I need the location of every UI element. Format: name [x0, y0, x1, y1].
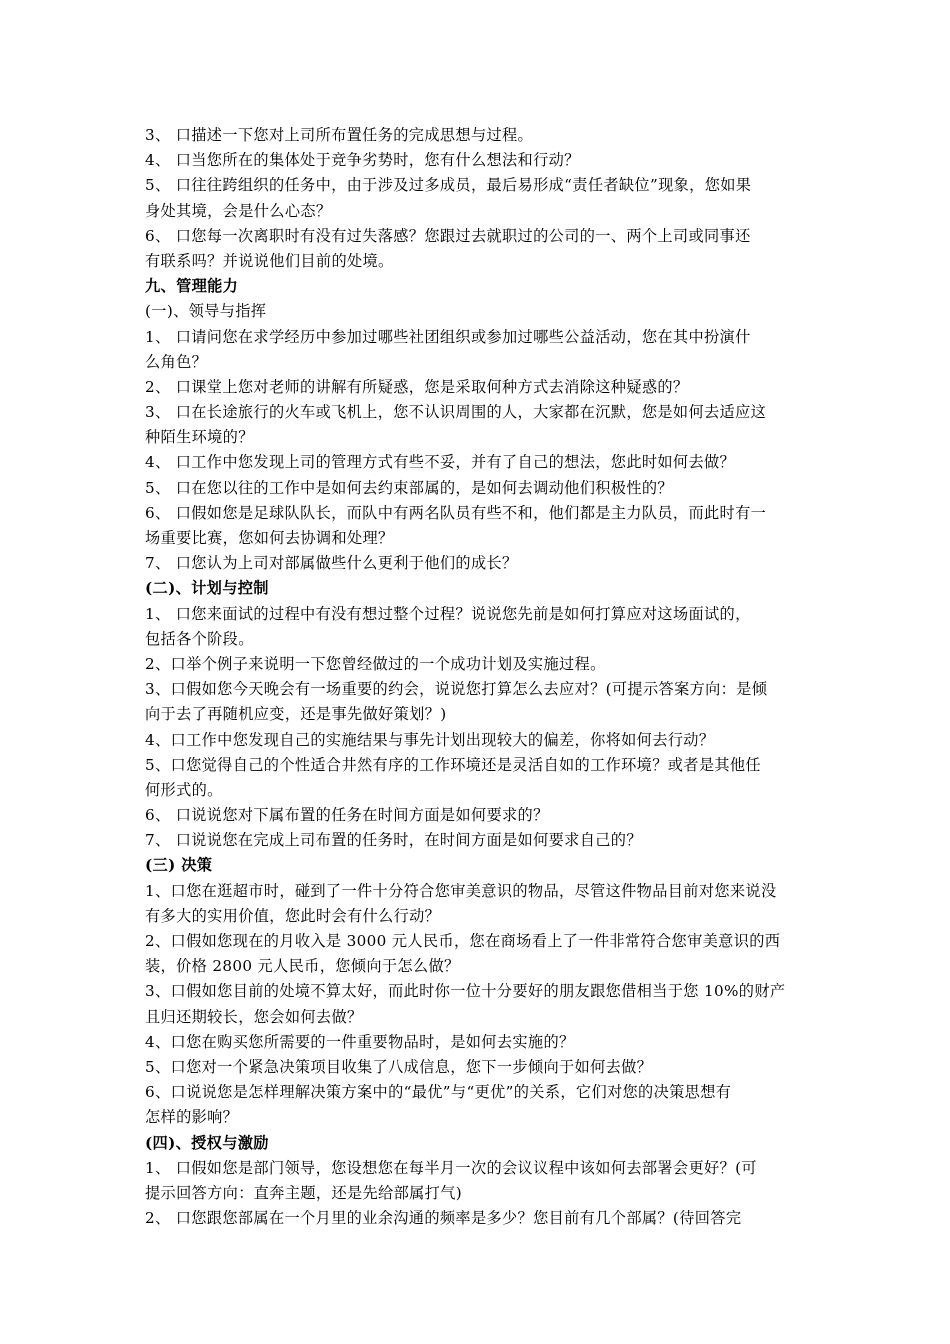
text-line: 向于去了再随机应变，还是事先做好策划？): [145, 705, 447, 724]
text-line: 1、 口假如您是部门领导，您设想您在每半月一次的会议议程中该如何去部署会更好？(可: [145, 1158, 757, 1177]
text-line: 何形式的。: [145, 780, 223, 799]
text-line: 1、口您在逛超市时，碰到了一件十分符合您审美意识的物品，尽管这件物品目前对您来说没: [145, 881, 777, 900]
text-line: 5、 口在您以往的工作中是如何去约束部属的，是如何去调动他们积极性的？: [145, 478, 673, 497]
section-heading: 九、管理能力: [145, 277, 239, 296]
text-line: 1、 口您来面试的过程中有没有想过整个过程？说说您先前是如何打算应对这场面试的，: [145, 604, 751, 623]
text-line: 2、口举个例子来说明一下您曾经做过的一个成功计划及实施过程。: [145, 654, 606, 673]
section-heading: (二)、计划与控制: [145, 579, 269, 598]
section-heading: (四)、授权与激励: [145, 1133, 269, 1152]
text-line: 5、 口往往跨组织的任务中，由于涉及过多成员，最后易形成“责任者缺位”现象，您如果: [145, 176, 752, 195]
text-line: 2、口假如您现在的月收入是 3000 元人民币，您在商场看上了一件非常符合您审美意识的西: [145, 932, 781, 950]
text-line: 3、 口描述一下您对上司所布置任务的完成思想与过程。: [145, 126, 534, 144]
text-line: 1、 口请问您在求学经历中参加过哪些社团组织或参加过哪些公益活动，您在其中扮演什: [145, 327, 751, 346]
text-line: 6、 口说说您对下属布置的任务在时间方面是如何要求的？: [145, 806, 549, 825]
text-line: 么角色？: [145, 352, 208, 371]
text-line: 6、 口假如您是足球队队长，而队中有两名队员有些不和，他们都是主力队员，而此时有一: [145, 503, 767, 522]
text-line: 7、 口您认为上司对部属做些什么更利于他们的成长？: [145, 554, 518, 573]
text-line: 3、口假如您目前的处境不算太好，而此时你一位十分要好的朋友跟您借相当于您 10%的财产: [145, 982, 786, 1001]
text-line: 4、口工作中您发现自己的实施结果与事先计划出现较大的偏差，你将如何去行动？: [145, 730, 715, 749]
text-line: 3、口假如您今天晚会有一场重要的约会，说说您打算怎么去应对？(可提示答案方向：是倾: [145, 680, 768, 699]
text-line: 身处其境，会是什么心态？: [145, 201, 332, 220]
text-line: 7、 口说说您在完成上司布置的任务时，在时间方面是如何要求自己的？: [145, 831, 642, 850]
text-line: 5、口您对一个紧急决策项目收集了八成信息，您下一步倾向于如何去做？: [145, 1057, 653, 1076]
text-line: 4、 口工作中您发现上司的管理方式有些不妥，并有了自己的想法，您此时如何去做？: [145, 453, 736, 472]
document-body: [145, 123, 817, 1231]
text-line: 5、口您觉得自己的个性适合井然有序的工作环境还是灵活自如的工作环境？或者是其他任: [145, 755, 761, 774]
text-line: 包括各个阶段。: [145, 629, 254, 648]
text-line: 2、 口您跟您部属在一个月里的业余沟通的频率是多少？您目前有几个部属？(待回答完: [145, 1209, 742, 1228]
text-line: 种陌生环境的？: [145, 428, 254, 447]
text-line: 场重要比赛，您如何去协调和处理？: [145, 529, 394, 547]
text-line: 6、口说说您是怎样理解决策方案中的“最优”与“更优”的关系，它们对您的决策思想有: [145, 1083, 732, 1102]
text-line: 4、 口当您所在的集体处于竞争劣势时，您有什么想法和行动？: [145, 151, 580, 170]
text-line: 3、 口在长途旅行的火车或飞机上，您不认识周围的人，大家都在沉默，您是如何去适应这: [145, 403, 767, 422]
text-line: 装，价格 2800 元人民币，您倾向于怎么做？: [145, 957, 460, 976]
text-line: 怎样的影响？: [145, 1108, 239, 1127]
text-line: 有联系吗？并说说他们目前的处境。: [145, 251, 394, 270]
text-line: (一)、领导与指挥: [145, 302, 267, 321]
text-line: 提示回答方向：直奔主题，还是先给部属打气): [145, 1183, 463, 1202]
text-line: 且归还期较长，您会如何去做？: [145, 1007, 363, 1026]
text-line: 2、 口课堂上您对老师的讲解有所疑惑，您是采取何种方式去消除这种疑惑的？: [145, 377, 689, 396]
section-heading: (三) 决策: [145, 856, 213, 875]
text-line: 6、 口您每一次离职时有没有过失落感？您跟过去就职过的公司的一、两个上司或同事还: [145, 226, 751, 245]
text-line: 4、口您在购买您所需要的一件重要物品时，是如何去实施的？: [145, 1032, 575, 1051]
text-line: 有多大的实用价值，您此时会有什么行动？: [145, 906, 441, 925]
